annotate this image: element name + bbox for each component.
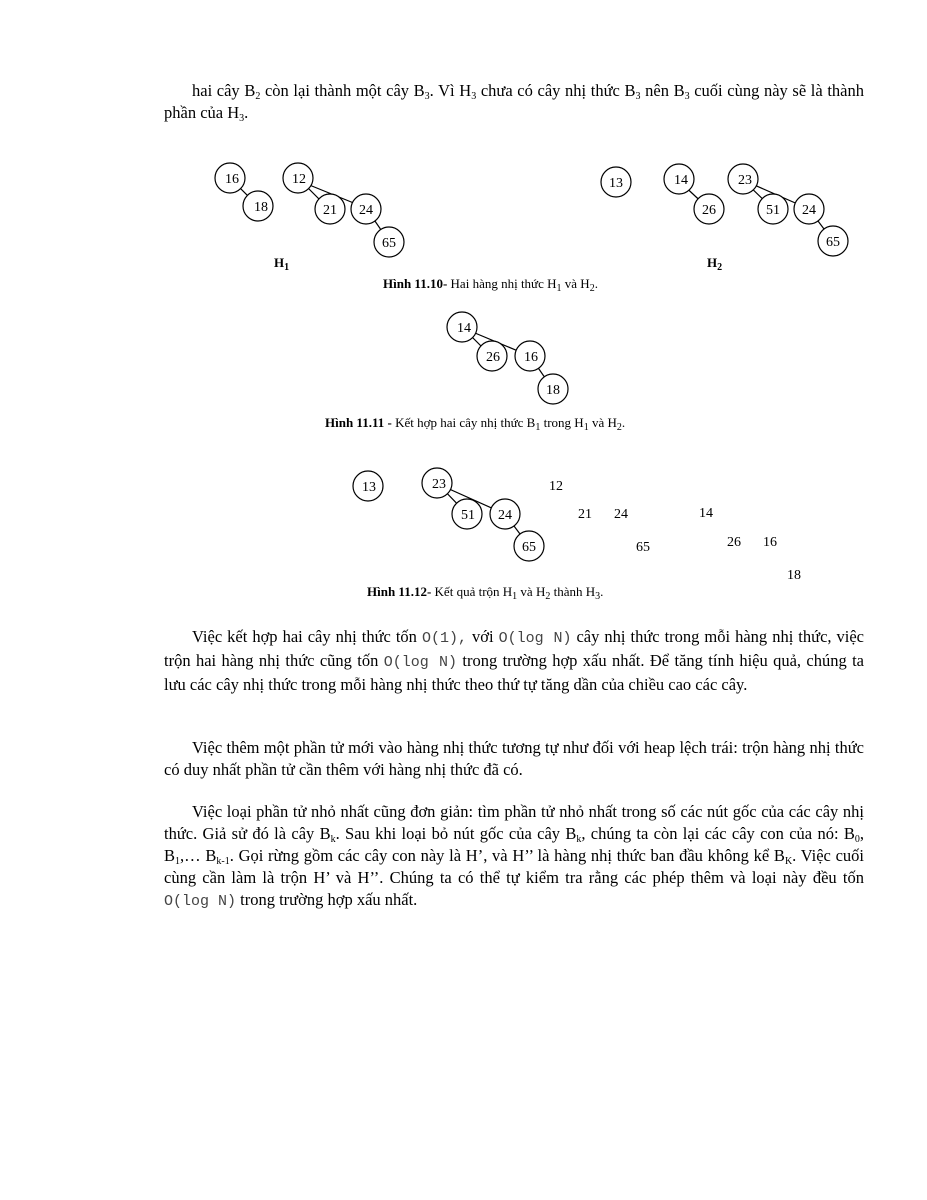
plain-node-label: 21 xyxy=(578,507,592,522)
para-text: với xyxy=(466,627,499,646)
caption-label: Hình 11.11 - xyxy=(325,415,392,430)
subscript: 2 xyxy=(589,283,595,294)
intro-text: còn lại thành một cây B xyxy=(260,81,425,100)
subscript: 1 xyxy=(175,856,181,867)
subscript: 1 xyxy=(556,283,562,294)
node-label: 14 xyxy=(457,321,471,336)
caption-label: Hình 11.10- xyxy=(383,276,448,291)
subscript: 2 xyxy=(616,422,622,433)
plain-node-label: 65 xyxy=(636,540,650,555)
node-label: 26 xyxy=(702,203,716,218)
caption-text: . xyxy=(621,415,626,430)
node-label: 18 xyxy=(254,200,268,215)
subscript: K xyxy=(784,856,793,867)
node-label: 24 xyxy=(802,203,816,218)
subscript: 1 xyxy=(284,262,290,273)
code-inline: O(log N) xyxy=(383,654,458,671)
para-text: , B xyxy=(164,824,864,865)
para-text: . Sau khi loại bỏ nút gốc của cây B xyxy=(335,824,577,843)
node-label: 14 xyxy=(674,173,688,188)
intro-text: cuối cùng này sẽ là thành phần của H xyxy=(164,81,864,122)
intro-text: chưa có cây nhị thức B xyxy=(476,81,636,100)
caption-text: và H xyxy=(588,415,617,430)
node-label: 16 xyxy=(524,350,538,365)
para-text: , chúng ta còn lại các cây con của nó: B xyxy=(581,824,855,843)
caption-label: Hình 11.12- xyxy=(367,584,432,599)
node-label: 23 xyxy=(432,477,446,492)
code-inline: O(log N) xyxy=(164,893,237,910)
node-label: 65 xyxy=(522,540,536,555)
node-label: 51 xyxy=(766,203,780,218)
subscript: 3 xyxy=(595,591,601,602)
caption-text: Kết hợp hai cây nhị thức B xyxy=(391,415,536,430)
caption-text: và H xyxy=(561,276,590,291)
subscript: 3 xyxy=(684,91,690,102)
subscript: k-1 xyxy=(216,856,230,867)
para-text: trong trường hợp xấu nhất. Để tăng tính hiệu quả, chúng ta lưu các cây nhị thức trong mỗi hàng nhị thức theo thứ tự tăng dần của chiều cao các cây. xyxy=(164,651,865,694)
intro-text: hai cây B xyxy=(192,81,256,100)
caption-text: . xyxy=(600,584,604,599)
intro-text: . xyxy=(244,103,249,122)
caption-text: thành H xyxy=(550,584,596,599)
node-label: 23 xyxy=(738,173,752,188)
plain-node-label: 18 xyxy=(787,568,801,583)
subscript: 2 xyxy=(255,91,261,102)
node-label: 21 xyxy=(323,203,337,218)
node-label: 24 xyxy=(359,203,373,218)
plain-node-label: 16 xyxy=(763,535,777,550)
subscript: k xyxy=(330,834,336,845)
paragraph-deletemin xyxy=(164,801,864,913)
figure-caption-11-11 xyxy=(325,415,625,431)
figure-caption-11-10 xyxy=(383,276,598,292)
subscript: 3 xyxy=(471,91,477,102)
node-label: 13 xyxy=(362,480,376,495)
subscript: 2 xyxy=(545,591,551,602)
para-text: . Việc cuối cùng cần làm là trộn H’ và H’’. Chúng ta có thể tự kiểm tra rằng các phép thêm và loại này đều tốn xyxy=(164,846,865,887)
paragraph-insert xyxy=(164,737,864,781)
intro-text: nên B xyxy=(640,81,685,100)
node-label: 12 xyxy=(292,172,306,187)
intro-text: . Vì H xyxy=(429,81,472,100)
plain-node-label: 24 xyxy=(614,507,628,522)
figure-caption-11-12 xyxy=(367,584,603,600)
subscript: 3 xyxy=(239,113,245,124)
caption-text: Kết quả trộn H xyxy=(431,584,513,599)
paragraph-complexity xyxy=(164,626,864,696)
para-text: trong trường hợp xấu nhất. xyxy=(236,890,418,909)
label-text: H xyxy=(274,255,285,270)
subscript: 3 xyxy=(635,91,641,102)
para-text: ,… B xyxy=(180,846,217,865)
para-text: Việc thêm một phần tử mới vào hàng nhị thức tương tự như đối với heap lệch trái: trộn hàng nhị thức có duy nhất phần tử cần thêm với hàng nhị thức đã có. xyxy=(164,738,864,779)
caption-text: trong H xyxy=(540,415,584,430)
node-label: 13 xyxy=(609,176,623,191)
h2-label xyxy=(707,255,722,271)
caption-text: Hai hàng nhị thức H xyxy=(447,276,557,291)
plain-node-label: 26 xyxy=(727,535,741,550)
h1-label xyxy=(274,255,289,271)
plain-node-label: 14 xyxy=(699,506,713,521)
para-text: Việc loại phần tử nhỏ nhất cũng đơn giản: tìm phần tử nhỏ nhất trong số các nút gốc của các cây nhị thức. Giả sử đó là cây B xyxy=(164,802,864,843)
subscript: 0 xyxy=(854,834,860,845)
para-text: Việc kết hợp hai cây nhị thức tốn xyxy=(192,627,422,646)
subscript: 1 xyxy=(535,422,541,433)
node-label: 24 xyxy=(498,508,512,523)
node-label: 51 xyxy=(461,508,475,523)
subscript: k xyxy=(576,834,582,845)
subscript: 2 xyxy=(717,262,723,273)
plain-node-label: 12 xyxy=(549,479,563,494)
para-text: . Gọi rừng gồm các cây con này là H’, và H’’ là hàng nhị thức ban đầu không kể B xyxy=(229,846,785,865)
code-inline: O(1), xyxy=(421,630,467,647)
code-inline: O(log N) xyxy=(498,630,572,647)
label-text: H xyxy=(707,255,718,270)
subscript: 1 xyxy=(512,591,518,602)
node-label: 16 xyxy=(225,172,239,187)
subscript: 1 xyxy=(583,422,589,433)
node-label: 26 xyxy=(486,350,500,365)
node-label: 18 xyxy=(546,383,560,398)
caption-text: và H xyxy=(517,584,546,599)
node-label: 65 xyxy=(826,235,840,250)
subscript: 3 xyxy=(424,91,430,102)
caption-text: . xyxy=(594,276,598,291)
para-text: cây nhị thức trong mỗi hàng nhị thức, việc trộn hai hàng nhị thức cũng tốn xyxy=(164,627,865,670)
node-label: 65 xyxy=(382,236,396,251)
